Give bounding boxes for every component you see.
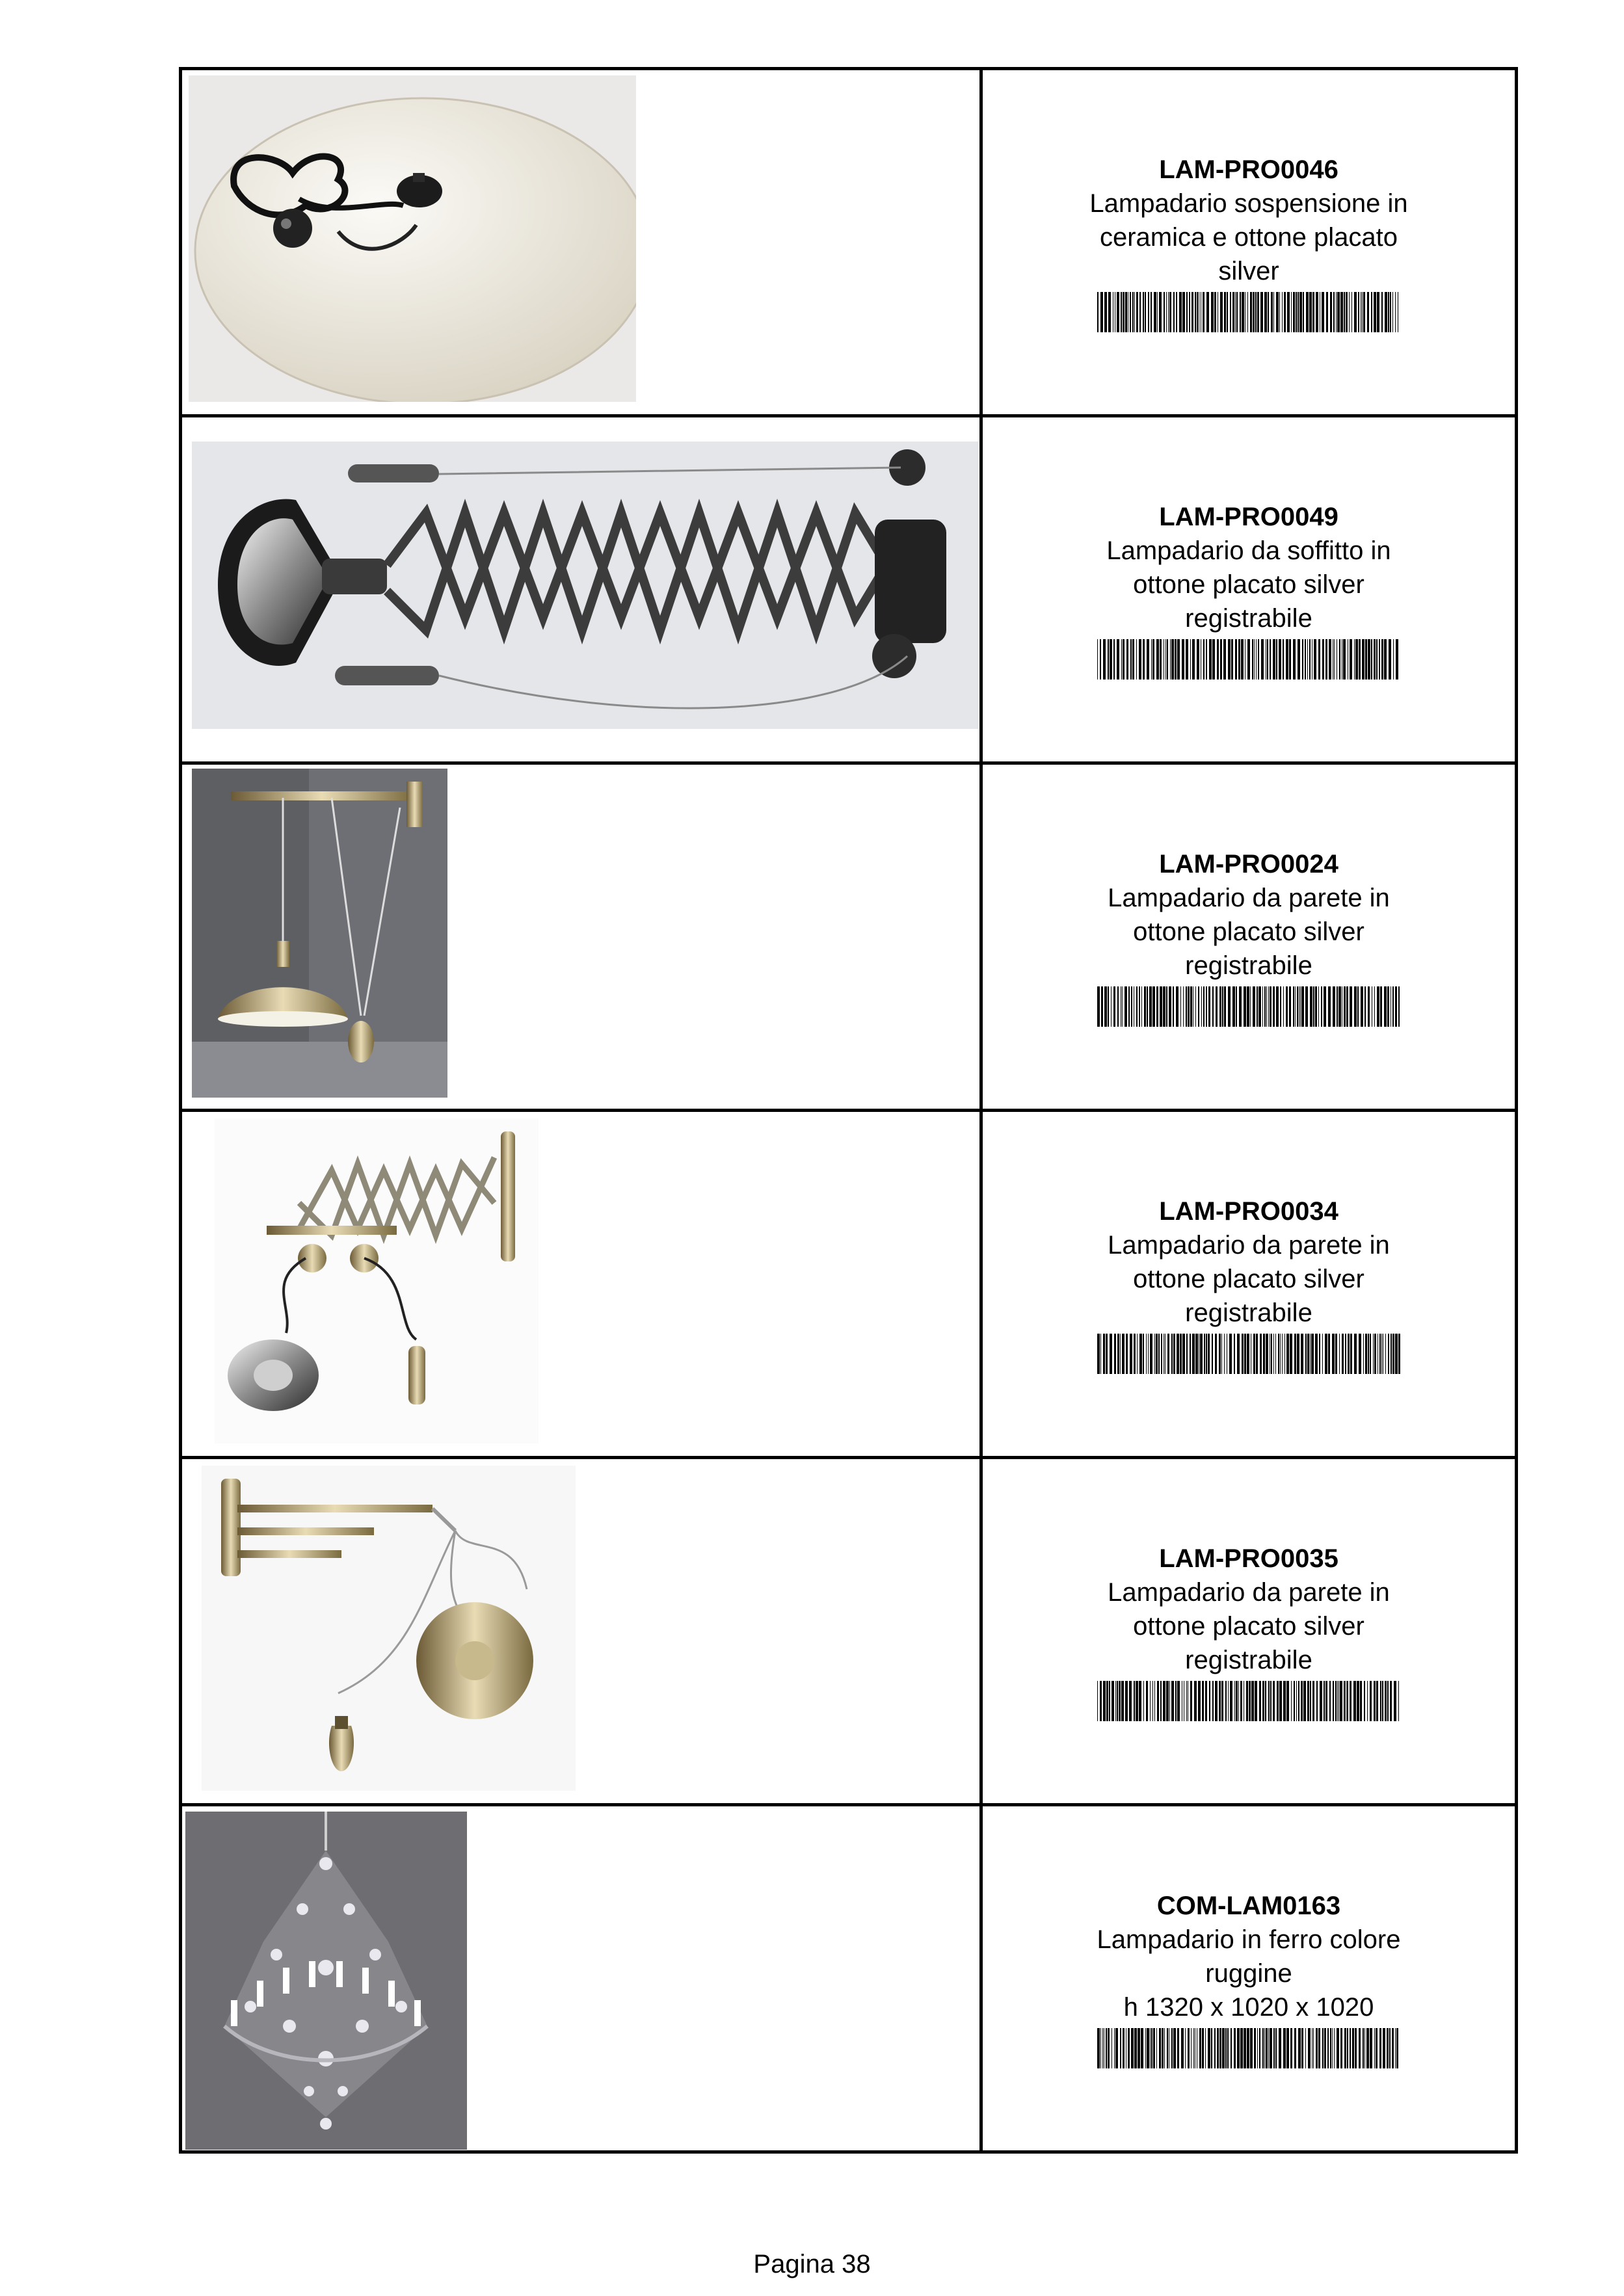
product-row — [181, 763, 1517, 1111]
product-code: LAM-PRO0024 — [1159, 849, 1338, 878]
product-image-cell — [181, 1111, 981, 1458]
barcode — [1096, 986, 1402, 1027]
product-info-cell — [981, 763, 1517, 1111]
product-info-cell — [981, 416, 1517, 763]
product-info-cell — [981, 1111, 1517, 1458]
product-row — [181, 1805, 1517, 2152]
product-info-cell — [981, 1805, 1517, 2152]
product-info-cell — [981, 69, 1517, 416]
product-code: LAM-PRO0046 — [1159, 155, 1338, 184]
product-image-cell — [181, 416, 981, 763]
product-code: LAM-PRO0035 — [1159, 1544, 1338, 1573]
product-description: Lampadario sospensione in ceramica e ottone placato silver — [1089, 189, 1408, 285]
product-row — [181, 1111, 1517, 1458]
product-description: Lampadario da parete in ottone placato silver registrabile — [1108, 1230, 1390, 1327]
ceramic-pendant-lamp-photo — [189, 75, 636, 402]
product-code: COM-LAM0163 — [1156, 1891, 1341, 1920]
product-info-cell — [981, 1458, 1517, 1805]
product-image-cell — [181, 1805, 981, 2152]
product-image-cell — [181, 763, 981, 1111]
product-description: Lampadario da parete in ottone placato silver registrabile — [1108, 883, 1390, 980]
product-description: Lampadario da soffitto in ottone placato silver registrabile — [1106, 536, 1391, 633]
crystal-chandelier-photo — [185, 1812, 467, 2150]
product-description: Lampadario da parete in ottone placato silver registrabile — [1108, 1577, 1390, 1674]
product-row — [181, 416, 1517, 763]
product-row — [181, 1458, 1517, 1805]
wall-pulley-lamp-photo — [192, 769, 447, 1098]
product-code: LAM-PRO0049 — [1159, 502, 1338, 531]
product-table — [179, 67, 1518, 2154]
barcode — [1096, 292, 1402, 332]
barcode — [1096, 639, 1402, 680]
product-row — [181, 69, 1517, 416]
product-image-cell — [181, 1458, 981, 1805]
product-code: LAM-PRO0034 — [1159, 1196, 1338, 1226]
swing-arm-wall-lamp-photo — [202, 1466, 576, 1791]
product-image-cell — [181, 69, 981, 416]
barcode — [1096, 1681, 1402, 1721]
page-number: Pagina 38 — [753, 2250, 871, 2278]
product-description: Lampadario in ferro colore ruggine h 1320 x 1020 x 1020 — [1097, 1925, 1401, 2022]
scissor-wall-lamp-photo — [215, 1118, 539, 1444]
scissor-ceiling-lamp-photo — [192, 442, 979, 729]
barcode — [1096, 1334, 1402, 1374]
barcode — [1096, 2028, 1402, 2068]
